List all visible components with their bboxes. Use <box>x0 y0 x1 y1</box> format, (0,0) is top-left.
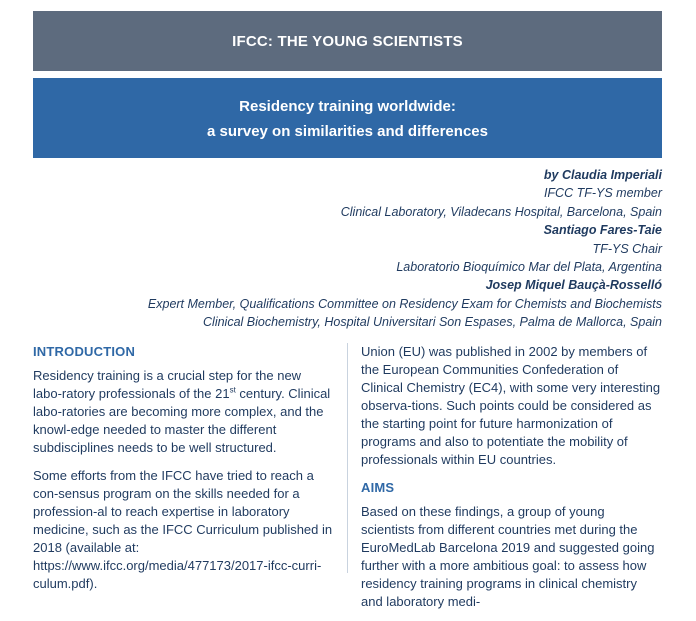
author-name: Santiago Fares-Taie <box>543 223 662 238</box>
section-title: IFCC: THE YOUNG SCIENTISTS <box>232 32 463 50</box>
author-role: TF-YS Chair <box>592 241 662 256</box>
right-column <box>361 343 661 621</box>
column-divider <box>347 343 348 573</box>
aims-heading: AIMS <box>361 480 395 495</box>
author-name: by Claudia Imperiali <box>543 168 662 182</box>
article-title-line2: a survey on similarities and differences <box>207 123 488 140</box>
left-column <box>33 343 333 603</box>
section-header <box>33 11 662 71</box>
article-title-band <box>33 78 662 158</box>
author-affiliation: Clinical Biochemistry, Hospital Universitari Son Espases, Palma de Mallorca, Spain <box>203 315 662 330</box>
author-affiliation: Laboratorio Bioquímico Mar del Plata, Argentina <box>396 260 662 275</box>
author-name: Josep Miquel Bauçà-Rosselló <box>485 278 662 293</box>
author-role: Expert Member, Qualifications Committee on Residency Exam for Chemists and Biochemists <box>147 296 662 311</box>
author-role: IFCC TF-YS member <box>543 186 662 201</box>
intro-paragraph-1: Residency training is a crucial step for the new labo-ratory professionals of the 21st century. Clinical labo-ratories are becoming more complex, and the knowl-edge needed to master the different subdisciplines needs to be well structured. <box>33 368 331 455</box>
curriculum-link[interactable]: https://www.ifcc.org/media/477173/2017-ifcc-curri-culum.pdf <box>33 558 322 591</box>
right-paragraph-1: Union (EU) was published in 2002 by members of the European Communities Confederation of Clinical Chemistry (EC4), with some very interesting observa-tions. Such points could be considered as the starting point for future harmonization of programs and also to potentiate the mobility of professionals within EU countries. <box>361 344 661 467</box>
intro-paragraph-2: Some efforts from the IFCC have tried to reach a con-sensus program on the skills needed for a profession-al to reach expertise in laboratory medicine, such as the IFCC Curriculum published in 2018 (available at: https://www.ifcc.org/media/477173/2017-ifcc-curri-culum.pdf). <box>33 468 333 591</box>
aims-paragraph: Based on these findings, a group of young scientists from different countries met during the EuroMedLab Barcelona 2019 and suggested going further with a more ambitious goal: to assess how residency training programs in clinical chemistry and laboratory medi- <box>361 504 655 609</box>
article-title-line1: Residency training worldwide: <box>239 98 456 115</box>
introduction-heading: INTRODUCTION <box>33 344 136 359</box>
author-affiliation: Clinical Laboratory, Viladecans Hospital, Barcelona, Spain <box>340 204 662 219</box>
author-block <box>62 166 662 332</box>
